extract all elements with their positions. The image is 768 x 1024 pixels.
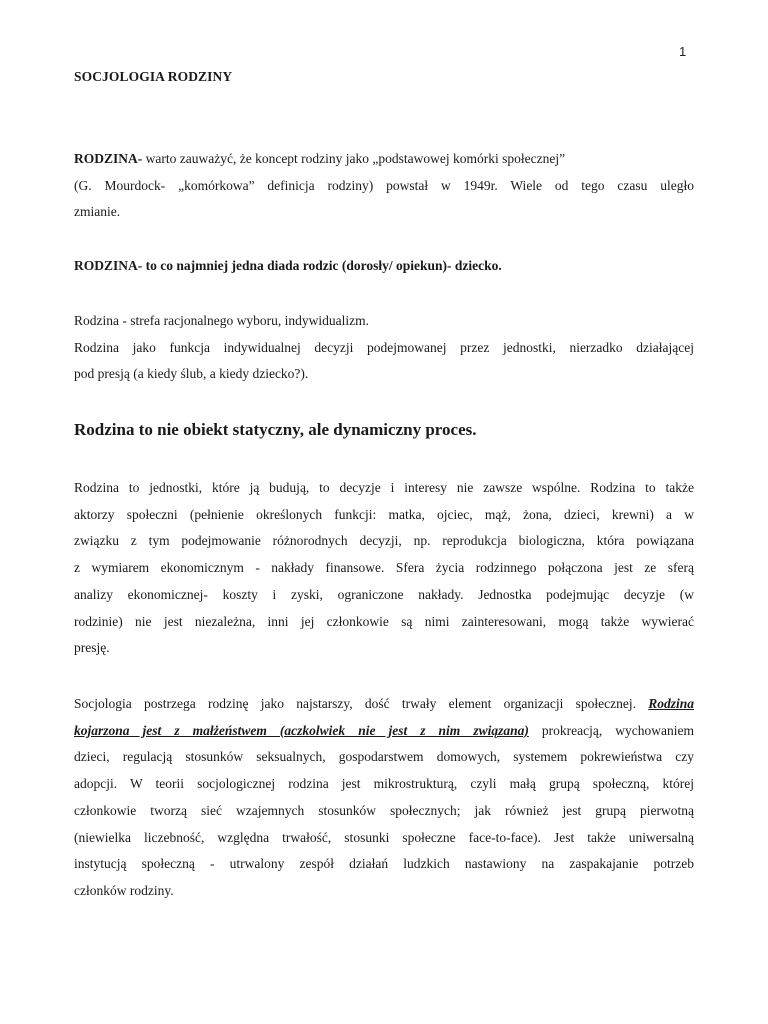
paragraph-line: Rodzina - strefa racjonalnego wyboru, indywidualizm. xyxy=(74,313,370,328)
paragraph-line: Rodzina jako funkcja indywidualnej decyzji podejmowanej przez jednostki, nierzadko działającej xyxy=(74,339,694,355)
paragraph-line: adopcji. W teorii socjologicznej rodzina jest mikrostrukturą, czyli małą grupą społeczną, której xyxy=(74,776,694,792)
paragraph-line: członków rodziny. xyxy=(74,882,174,898)
paragraph-individualism xyxy=(74,308,694,388)
paragraph-sociology-view xyxy=(74,691,694,905)
paragraph-line xyxy=(74,718,694,745)
bold-term: RODZINA- xyxy=(74,151,143,166)
paragraph-definition-intro xyxy=(74,146,694,226)
document-title: SOCJOLOGIA RODZINY xyxy=(74,69,233,84)
paragraph-line: (niewielka liczebność, względna trwałość, stosunki społeczne face-to-face). Jest także uniwersalną xyxy=(74,829,694,845)
paragraph-line: (G. Mourdock- „komórkowa” definicja rodziny) powstał w 1949r. Wiele od tego czasu uległo xyxy=(74,177,694,193)
paragraph-line xyxy=(74,691,694,718)
paragraph-definition-bold xyxy=(74,253,694,280)
paragraph-line: presję. xyxy=(74,640,110,656)
paragraph-line: z wymiarem ekonomicznym - nakłady finansowe. Sfera życia rodzinnego połączona jest ze sferą xyxy=(74,560,694,576)
paragraph-line: członkowie tworzą sieć wzajemnych stosunków społecznych; jak również jest grupą pierwotną xyxy=(74,802,694,818)
line-text: prokreacją, wychowaniem xyxy=(528,722,694,738)
paragraph-line: aktorzy społeczni (pełnienie określonych funkcji: matka, ojciec, mąż, żona, dzieci, krewni) a w xyxy=(74,506,694,522)
paragraph-line: pod presją (a kiedy ślub, a kiedy dziecko?). xyxy=(74,366,309,382)
line-text: Socjologia postrzega rodzinę jako najstarszy, dość trwały element organizacji społecznej. xyxy=(74,696,649,711)
paragraph-line: instytucją społeczną - utrwalony zespół działań ludzkich nastawiony na zaspakajanie potrzeb xyxy=(74,856,694,872)
paragraph-line: RODZINA- to co najmniej jedna diada rodzic (dorosły/ opiekun)- dziecko. xyxy=(74,258,502,273)
section-heading: Rodzina to nie obiekt statyczny, ale dynamiczny proces. xyxy=(74,420,477,439)
paragraph-line: zmianie. xyxy=(74,204,121,220)
paragraph-line: Rodzina to jednostki, które ją budują, to decyzje i interesy nie zawsze wspólne. Rodzina to także xyxy=(74,480,694,495)
line-text: warto zauważyć, że koncept rodziny jako „podstawowej komórki społecznej” xyxy=(142,151,566,166)
emphasized-text: kojarzona jest z małżeństwem (aczkolwiek nie jest z nim związana) xyxy=(74,722,529,738)
paragraph-line: rodzinie) nie jest niezależna, inni jej członkowie są nimi zainteresowani, mogą także wywierać xyxy=(74,613,694,629)
page-number: 1 xyxy=(679,44,687,59)
paragraph-family-actors xyxy=(74,475,694,662)
paragraph-line: analizy ekonomicznej- koszty i zyski, ograniczone nakłady. Jednostka podejmując decyzje (w xyxy=(74,586,694,602)
paragraph-line: dzieci, regulacją stosunków seksualnych, gospodarstwem domowych, systemem pokrewieństwa czy xyxy=(74,749,694,765)
emphasized-text: Rodzina xyxy=(648,696,694,711)
paragraph-line: związku z tym podejmowanie różnorodnych decyzji, np. reprodukcja biologiczna, która powiązana xyxy=(74,533,694,549)
paragraph-line xyxy=(74,146,694,173)
